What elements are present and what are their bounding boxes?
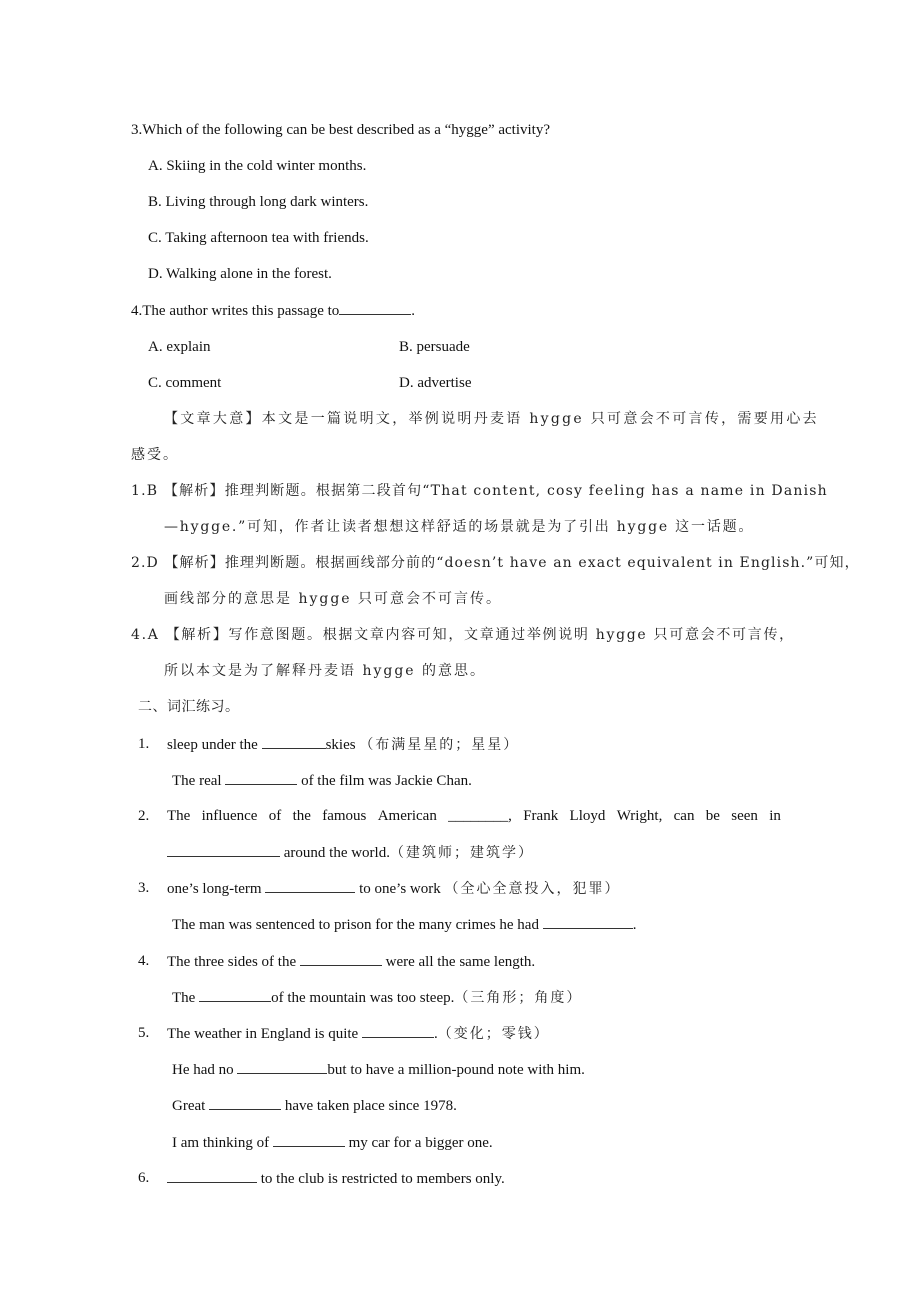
analysis-3-line-1: 4.A 【解析】写作意图题。根据文章内容可知，文章通过举例说明 hygge 只可意会不可言传， [131,627,795,643]
vocab-text: of the mountain was too steep. [271,990,455,1006]
vocab-item-3-number: 3. [138,880,150,896]
word: American [377,808,437,824]
summary-line-1: 【文章大意】本文是一篇说明文，举例说明丹麦语 hygge 只可意会不可言传，需要用心去 [164,411,819,427]
vocab-item-2-line-2 [167,842,534,862]
vocab-text: Great [172,1098,210,1114]
vocab-heading: 二、词汇练习。 [138,699,240,715]
question-4-option-d: D. advertise [399,375,472,391]
answer-blank [237,1059,327,1074]
question-4-stem-text: 4.The author writes this passage to [131,303,340,319]
analysis-3-line-2: 所以本文是为了解释丹麦语 hygge 的意思。 [164,663,487,679]
vocab-hint: （建筑师；建筑学） [389,845,534,861]
word: Wright, [616,808,663,824]
answer-blank [167,1168,257,1183]
answer-blank [300,951,382,966]
vocab-text: to one’s work [355,881,445,897]
word: of [268,808,282,824]
answer-blank [273,1132,345,1147]
word: ________, [448,808,512,824]
question-3-option-d: D. Walking alone in the forest. [148,266,332,282]
vocab-text: to the club is restricted to members only. [257,1171,505,1187]
vocab-item-4-line-1 [167,951,535,971]
vocab-item-5-line-3 [172,1095,457,1115]
vocab-item-1-line-1 [167,734,519,754]
analysis-1-line-2: —hygge.”可知，作者让读者想想这样舒适的场景就是为了引出 hygge 这一话题。 [164,519,755,535]
vocab-text: around the world. [280,845,390,861]
vocab-item-4-number: 4. [138,953,150,969]
vocab-text: one’s long-term [167,881,266,897]
answer-blank [339,300,411,315]
vocab-hint: （布满星星的；星星） [359,737,520,753]
analysis-1-line-1: 1.B 【解析】推理判断题。根据第二段首句“That content, cosy feeling has a name in Danish [131,483,828,499]
answer-blank [543,914,633,929]
word: famous [322,808,367,824]
vocab-text: my car for a bigger one. [344,1135,493,1151]
answer-blank [225,770,297,785]
answer-blank [199,987,271,1002]
answer-blank [209,1095,281,1110]
word: seen [731,808,758,824]
question-3-option-b: B. Living through long dark winters. [148,194,369,210]
answer-blank [262,734,326,749]
question-4-option-c: C. comment [148,375,222,391]
word: Lloyd [569,808,606,824]
vocab-text: . [433,1026,438,1042]
question-3-option-c: C. Taking afternoon tea with friends. [148,230,369,246]
vocab-text: have taken place since 1978. [281,1098,457,1114]
word: in [769,808,781,824]
analysis-2-line-1: 2.D 【解析】推理判断题。根据画线部分前的“doesn’t have an exact equivalent in English.”可知， [131,555,860,571]
vocab-item-3-line-2 [172,914,636,934]
vocab-hint: （变化；零钱） [437,1026,550,1042]
vocab-hint: （三角形；角度） [454,990,583,1006]
answer-blank [362,1023,434,1038]
vocab-item-3-line-1 [167,878,621,898]
vocab-text: but to have a million-pound note with him. [327,1062,585,1078]
answer-blank [265,878,355,893]
vocab-text: The man was sentenced to prison for the many crimes he had [172,917,543,933]
vocab-item-1-number: 1. [138,736,150,752]
word: Frank [523,808,559,824]
vocab-item-4-line-2 [172,987,582,1007]
vocab-text: The weather in England is quite [167,1026,362,1042]
vocab-text: I am thinking of [172,1135,273,1151]
vocab-text: sleep under the [167,737,262,753]
vocab-item-6-line-1 [167,1168,505,1188]
vocab-text: were all the same length. [381,954,536,970]
vocab-text: The three sides of the [167,954,300,970]
vocab-item-2-line-1 [167,806,781,826]
vocab-item-1-line-2 [172,770,472,790]
vocab-item-5-number: 5. [138,1025,150,1041]
word: be [705,808,720,824]
vocab-text: He had no [172,1062,238,1078]
word: can [673,808,695,824]
answer-blank [167,842,280,857]
word: influence [201,808,258,824]
question-3-option-a: A. Skiing in the cold winter months. [148,158,367,174]
word: The [167,808,191,824]
vocab-item-6-number: 6. [138,1170,150,1186]
question-4-stem-end: . [411,303,416,319]
vocab-text: The [172,990,200,1006]
question-3-stem: 3.Which of the following can be best described as a “hygge” activity? [131,122,551,138]
vocab-item-5-line-4 [172,1132,493,1152]
vocab-hint: （全心全意投入，犯罪） [444,881,621,897]
vocab-text: The real [172,773,226,789]
question-4-stem [131,300,415,320]
vocab-text: . [632,917,637,933]
question-4-option-a: A. explain [148,339,211,355]
word: the [292,808,311,824]
question-4-option-b: B. persuade [399,339,470,355]
vocab-text: skies [325,737,360,753]
summary-line-2: 感受。 [131,447,179,463]
vocab-item-2-number: 2. [138,808,150,824]
vocab-item-5-line-2 [172,1059,585,1079]
vocab-item-5-line-1 [167,1023,550,1043]
vocab-text: of the film was Jackie Chan. [297,773,472,789]
analysis-2-line-2: 画线部分的意思是 hygge 只可意会不可言传。 [164,591,503,607]
